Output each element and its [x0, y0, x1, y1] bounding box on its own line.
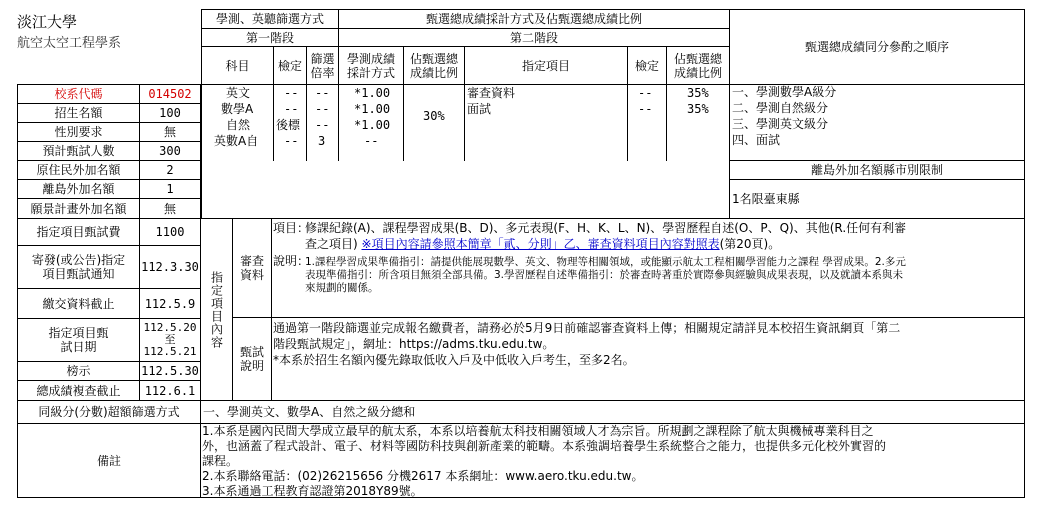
basic-value-6: 無	[139, 198, 201, 219]
review-desc-line2: 表現準備指引：所含項目無須全部具備。3.學習歷程自述準備指引：於審查時著重於實際參與經驗與成果表現，以及就讀本系與未	[305, 269, 904, 281]
review-items-line2: 查之項目) ※項目內容請參照本簡章「貳、分則」乙、審查資料項目內容對照表(第20頁)。	[305, 237, 781, 251]
island-limit-title: 離島外加名額縣市別限制	[729, 160, 1025, 180]
fee-label-0: 指定項目甄試費	[17, 218, 140, 246]
island-limit-value: 1名限臺東縣	[729, 179, 1025, 219]
basic-label-0: 校系代碼	[17, 84, 140, 104]
item-1: 面試	[467, 102, 492, 116]
ratio-2: --	[315, 118, 330, 132]
subject-3: 英數A自	[214, 134, 259, 148]
interview-label: 甄試說明	[232, 317, 272, 401]
header-block	[17, 10, 197, 80]
tie-order-2: 三、學測英文級分	[732, 117, 829, 131]
check-3: --	[284, 134, 299, 148]
review-desc-prefix: 說明：	[273, 254, 310, 268]
tie-screen-value: 一、學測英文、數學A、自然之級分總和	[200, 400, 1025, 424]
notes-line5: 3.本系通過工程教育認證第2018Y89號。	[202, 484, 423, 498]
subject-2: 自然	[226, 118, 251, 132]
spec-vertical-label: 指定項目內容	[200, 218, 233, 401]
col-check: 檢定	[273, 46, 307, 85]
subject-1: 數學A	[221, 102, 254, 116]
notes-line4: 2.本系聯絡電話：(02)26215656 分機2617 本系網址：www.aero.tku.edu.tw。	[202, 469, 644, 483]
basic-label-2: 性別要求	[17, 122, 140, 142]
basic-value-2: 無	[139, 122, 201, 142]
basic-label-5: 離島外加名額	[17, 179, 140, 199]
tie-order-title: 甄選總成績同分參酌之順序	[729, 9, 1025, 85]
fee-label-5: 總成績複查截止	[17, 380, 140, 401]
basic-value-4: 2	[139, 160, 201, 180]
notes-line3: 課程。	[202, 454, 239, 468]
fee-label-1: 寄發(或公告)指定項目甄試通知	[17, 245, 140, 289]
basic-value-3: 300	[139, 141, 201, 161]
basic-label-1: 招生名額	[17, 103, 140, 123]
interview-line1: 通過第一階段篩選並完成報名繳費者，請務必於5月9日前確認審查資料上傳；相關規定請詳見本校招生資訊網頁「第二	[273, 321, 901, 335]
ratio-0: --	[315, 86, 330, 100]
method-0: *1.00	[354, 86, 391, 100]
fee-label-4: 榜示	[17, 361, 140, 381]
check2-1: --	[638, 102, 653, 116]
check-2: 後標	[276, 118, 301, 132]
university-name: 淡江大學	[17, 13, 78, 31]
basic-value-1: 100	[139, 103, 201, 123]
col-share2: 佔甄選總成績比例	[666, 46, 730, 85]
share2-1: 35%	[687, 102, 709, 116]
stage1-title: 第一階段	[201, 28, 339, 47]
notes-label: 備註	[17, 423, 201, 498]
total-method-title: 甄選總成績採計方式及佔甄選總成績比例	[338, 9, 730, 29]
fee-value-0: 1100	[139, 218, 201, 246]
item-0: 審查資料	[467, 86, 516, 100]
col-method: 學測成績採計方式	[338, 46, 404, 85]
basic-label-3: 預計甄試人數	[17, 141, 140, 161]
basic-label-6: 願景計畫外加名額	[17, 198, 140, 219]
department-name: 航空太空工程學系	[17, 36, 122, 51]
tie-screen-label: 同級分(分數)超額篩選方式	[17, 400, 201, 424]
col-share: 佔甄選總成績比例	[403, 46, 465, 85]
fee-value-4: 112.5.30	[139, 361, 201, 381]
interview-line2: 階段甄試規定」，網址：https://adms.tku.edu.tw。	[273, 337, 555, 351]
review-items-prefix: 項目：	[273, 221, 310, 235]
tie-order-0: 一、學測數學A級分	[732, 85, 837, 99]
interview-line3: *本系於招生名額內優先錄取低收入戶及中低收入戶考生，至多2名。	[273, 353, 635, 367]
check2-0: --	[638, 86, 653, 100]
review-label: 審查資料	[232, 218, 272, 318]
basic-label-4: 原住民外加名額	[17, 160, 140, 180]
review-desc-line3: 來規劃的關係。	[305, 282, 379, 294]
check-1: --	[284, 102, 299, 116]
stage2-title: 第二階段	[338, 28, 730, 47]
notes-line1: 1.本系是國內民間大學成立最早的航太系，本系以培養航太科技相關領域人才為宗旨。所規劃之課程除了航太與機械專業科目之	[202, 424, 874, 438]
check-0: --	[284, 86, 299, 100]
method-3: --	[364, 134, 379, 148]
ratio-3: 3	[318, 134, 326, 148]
method-2: *1.00	[354, 118, 391, 132]
col-screen-ratio: 篩選倍率	[306, 46, 339, 85]
fee-value-1: 112.3.30	[139, 245, 201, 289]
stage2-share: 30%	[423, 109, 445, 123]
tie-order-1: 二、學測自然級分	[732, 101, 829, 115]
method-1: *1.00	[354, 102, 391, 116]
col-check2: 檢定	[627, 46, 667, 85]
review-desc-line1: 1.課程學習成果準備指引：請提供能展現數學、英文、物理等相關領域，或能顯示航太工程相關學習能力之課程 學習成果。2.多元	[305, 256, 906, 268]
basic-value-5: 1	[139, 179, 201, 199]
ratio-1: --	[315, 102, 330, 116]
share2-0: 35%	[687, 86, 709, 100]
col-item: 指定項目	[464, 46, 628, 85]
fee-label-3: 指定項目甄試日期	[17, 318, 140, 362]
col-subject: 科目	[201, 46, 274, 85]
fee-value-3: 112.5.20 至 112.5.21	[139, 318, 201, 362]
subject-0: 英文	[226, 86, 251, 100]
fee-value-5: 112.6.1	[139, 380, 201, 401]
review-items-line1: 修課紀錄(A)、課程學習成果(B、D)、多元表現(F、H、K、L、N)、學習歷程自述(O、P、Q)、其他(R.任何有利審	[305, 221, 907, 235]
notes-line2: 外，也涵蓋了程式設計、電子、材料等國防科技與創新產業的範疇。本系強調培養學生系統整合之能力，也提供多元化校外實習的	[202, 439, 887, 453]
tie-order-3: 四、面試	[732, 133, 781, 147]
fee-value-2: 112.5.9	[139, 288, 201, 319]
basic-value-0: 014502	[139, 84, 201, 104]
review-items-link[interactable]: ※項目內容請參照本簡章「貳、分則」乙、審查資料項目內容對照表	[361, 237, 720, 251]
exam-method-title: 學測、英聽篩選方式	[201, 9, 339, 29]
fee-label-2: 繳交資料截止	[17, 288, 140, 319]
